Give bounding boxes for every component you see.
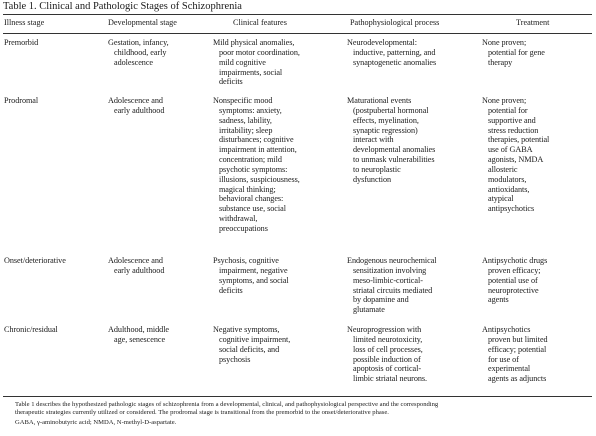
row-premorbid-treatment: None proven; potential for gene therapy [482,38,545,67]
row-chronic-clinical: Negative symptoms, cognitive impairment, social deficits, and psychosis [213,325,291,364]
row-prodromal-clinical: Nonspecific mood symptoms: anxiety, sadness, lability, irritability; sleep disturbances; cognitive impairment in attention, concentration; mild psychotic symptoms: illusions, suspiciousness, magical thinking; behavioral changes: substance use, social withdrawal, preoccupations [213,96,300,233]
bottom-rule [3,396,592,397]
row-prodromal-treatment: None proven; potential for supportive and stress reduction therapies, potential use of GABA agonists, NMDA allosteric modulators, antioxidants, atypical antipsychotics [482,96,550,214]
row-onset-stage: Onset/deteriorative [4,256,66,265]
row-premorbid-patho: Neurodevelopmental: inductive, patterning, and synaptogenetic anomalies [347,38,437,67]
row-chronic-dev: Adulthood, middle age, senescence [108,325,170,344]
row-onset-clinical: Psychosis, cognitive impairment, negative symptoms, and social deficits [213,256,289,295]
table-caption: Table 1. Clinical and Pathologic Stages of Schizophrenia [3,1,242,12]
table-abbreviations: GABA, γ-aminobutyric acid; NMDA, N-methyl-D-aspartate. [15,419,177,426]
row-premorbid-dev: Gestation, infancy, childhood, early adolescence [108,38,169,67]
row-chronic-treatment: Antipsychotics proven but limited efficacy; potential for use of experimental agents as adjuncts [482,325,548,384]
header-illness-stage: Illness stage [4,18,45,27]
top-rule [3,14,592,15]
row-prodromal-dev: Adolescence and early adulthood [108,96,165,115]
row-prodromal-stage: Prodromal [4,96,39,105]
row-chronic-patho: Neuroprogression with limited neurotoxicity, loss of cell processes, possible induction of apoptosis of cortical- limbic striatal neurons. [347,325,428,384]
row-prodromal-patho: Maturational events (postpubertal hormonal effects, myelination, synaptic regression) interact with developmental anomalies to unmask vulnerabilities to neuroplastic dysfunction [347,96,436,184]
table-footnote: Table 1 describes the hypothesized pathologic stages of schizophrenia from a developmental, clinical, and pathophysiological perspective and the corresponding therapeutic strategies currently utilized or considered. The prodromal stage is transitional from the premorbid to the onset/deteriorative phase. [15,401,439,417]
row-chronic-stage: Chronic/residual [4,325,58,334]
header-clinical-features: Clinical features [233,18,287,27]
row-onset-patho: Endogenous neurochemical sensitization involving meso-limbic-cortical- striatal circuits mediated by dopamine and glutamate [347,256,437,315]
row-premorbid-stage: Premorbid [4,38,39,47]
row-onset-dev: Adolescence and early adulthood [108,256,165,275]
header-treatment: Treatment [516,18,550,27]
header-developmental-stage: Developmental stage [108,18,177,27]
header-rule [3,33,592,34]
header-pathophysiological: Pathophysiological process [350,18,440,27]
row-onset-treatment: Antipsychotic drugs proven efficacy; potential use of neuroprotective agents [482,256,548,305]
row-premorbid-clinical: Mild physical anomalies, poor motor coordination, mild cognitive impairments, social deficits [213,38,300,87]
